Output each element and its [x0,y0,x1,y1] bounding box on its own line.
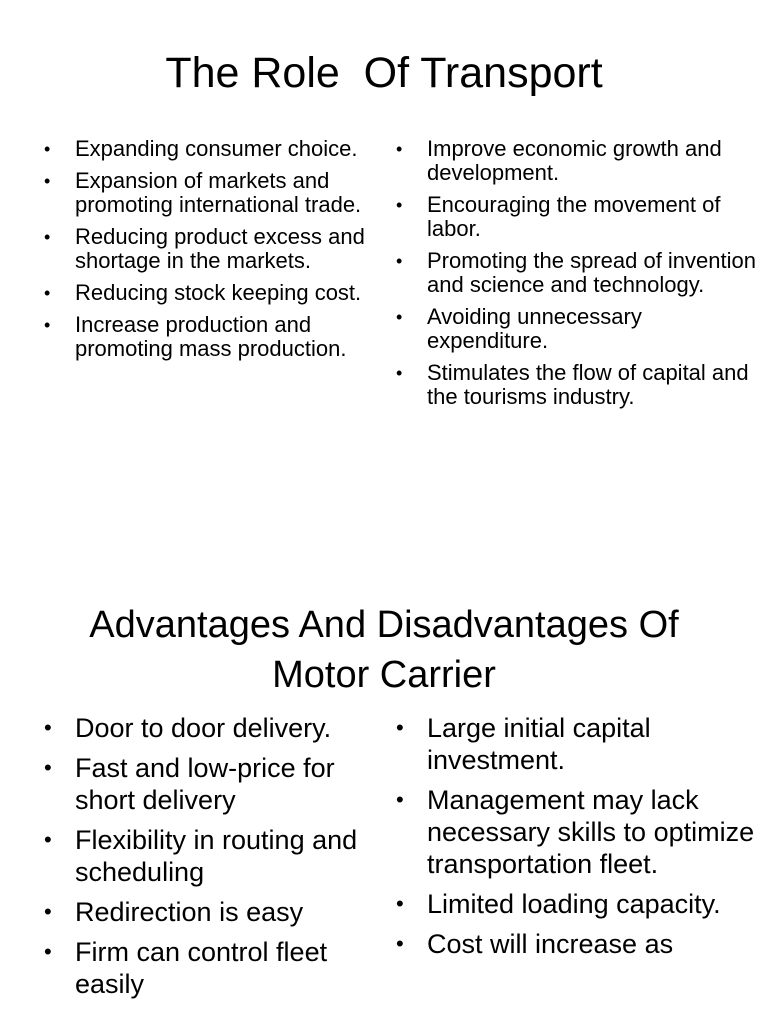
bullet-icon: • [396,307,403,327]
bullet-list-right [396,137,768,417]
bullet-icon: • [44,315,51,335]
list-item [396,361,768,409]
list-item [396,712,768,776]
bullet-icon: • [44,139,51,159]
list-item-text: Increase production and promoting mass production. [75,312,347,361]
bullet-icon: • [396,251,403,271]
bullet-list-left [44,137,374,369]
list-item-text: Redirection is easy [75,897,304,927]
slide-motor-carrier [0,512,768,1024]
slide-title: The Role Of Transport [165,49,603,97]
bullet-icon: • [44,171,51,191]
list-item [44,752,384,816]
list-item-text: Expanding consumer choice. [75,136,358,161]
list-item-text: Promoting the spread of invention and science and technology. [427,248,756,297]
list-item [396,193,768,241]
bullet-icon: • [44,715,52,740]
list-item [44,712,384,744]
list-item [44,137,374,161]
bullet-icon: • [44,939,52,964]
list-item-text: Firm can control fleet easily [75,937,328,999]
bullet-icon: • [396,139,403,159]
bullet-icon: • [44,283,51,303]
list-item [44,824,384,888]
list-item-text: Limited loading capacity. [427,889,721,919]
list-item-text: Door to door delivery. [75,713,332,743]
slide-title-line: Motor Carrier [272,654,496,696]
bullet-icon: • [396,891,404,916]
list-item [44,936,384,1000]
bullet-icon: • [396,195,403,215]
list-item-text: Fast and low-price for short delivery [75,753,335,815]
bullet-icon: • [44,227,51,247]
list-item-text: Expansion of markets and promoting international trade. [75,168,362,217]
list-item-text: Encouraging the movement of labor. [427,192,721,241]
list-item-text: Cost will increase as [427,929,674,959]
list-item [396,784,768,880]
advantages-list [44,712,384,1008]
slide-title [0,600,768,700]
list-item-text: Improve economic growth and development. [427,136,722,185]
list-item [396,928,768,960]
list-item-text: Reducing stock keeping cost. [75,280,362,305]
list-item [396,305,768,353]
disadvantages-list [396,712,768,968]
bullet-icon: • [396,715,404,740]
list-item [44,281,374,305]
bullet-icon: • [44,755,52,780]
list-item-text: Large initial capital investment. [427,713,651,775]
list-item-text: Reducing product excess and shortage in the markets. [75,224,365,273]
bullet-icon: • [44,899,52,924]
list-item [396,137,768,185]
list-item [396,249,768,297]
bullet-icon: • [396,363,403,383]
list-item [44,896,384,928]
list-item-text: Stimulates the flow of capital and the tourisms industry. [427,360,749,409]
list-item-text: Avoiding unnecessary expenditure. [427,304,642,353]
bullet-icon: • [396,787,404,812]
list-item-text: Management may lack necessary skills to optimize transportation fleet. [427,785,755,879]
list-item-text: Flexibility in routing and scheduling [75,825,358,887]
bullet-icon: • [396,931,404,956]
list-item [396,888,768,920]
list-item [44,225,374,273]
list-item [44,313,374,361]
list-item [44,169,374,217]
slide-title-line: Advantages And Disadvantages Of [89,604,679,646]
bullet-icon: • [44,827,52,852]
